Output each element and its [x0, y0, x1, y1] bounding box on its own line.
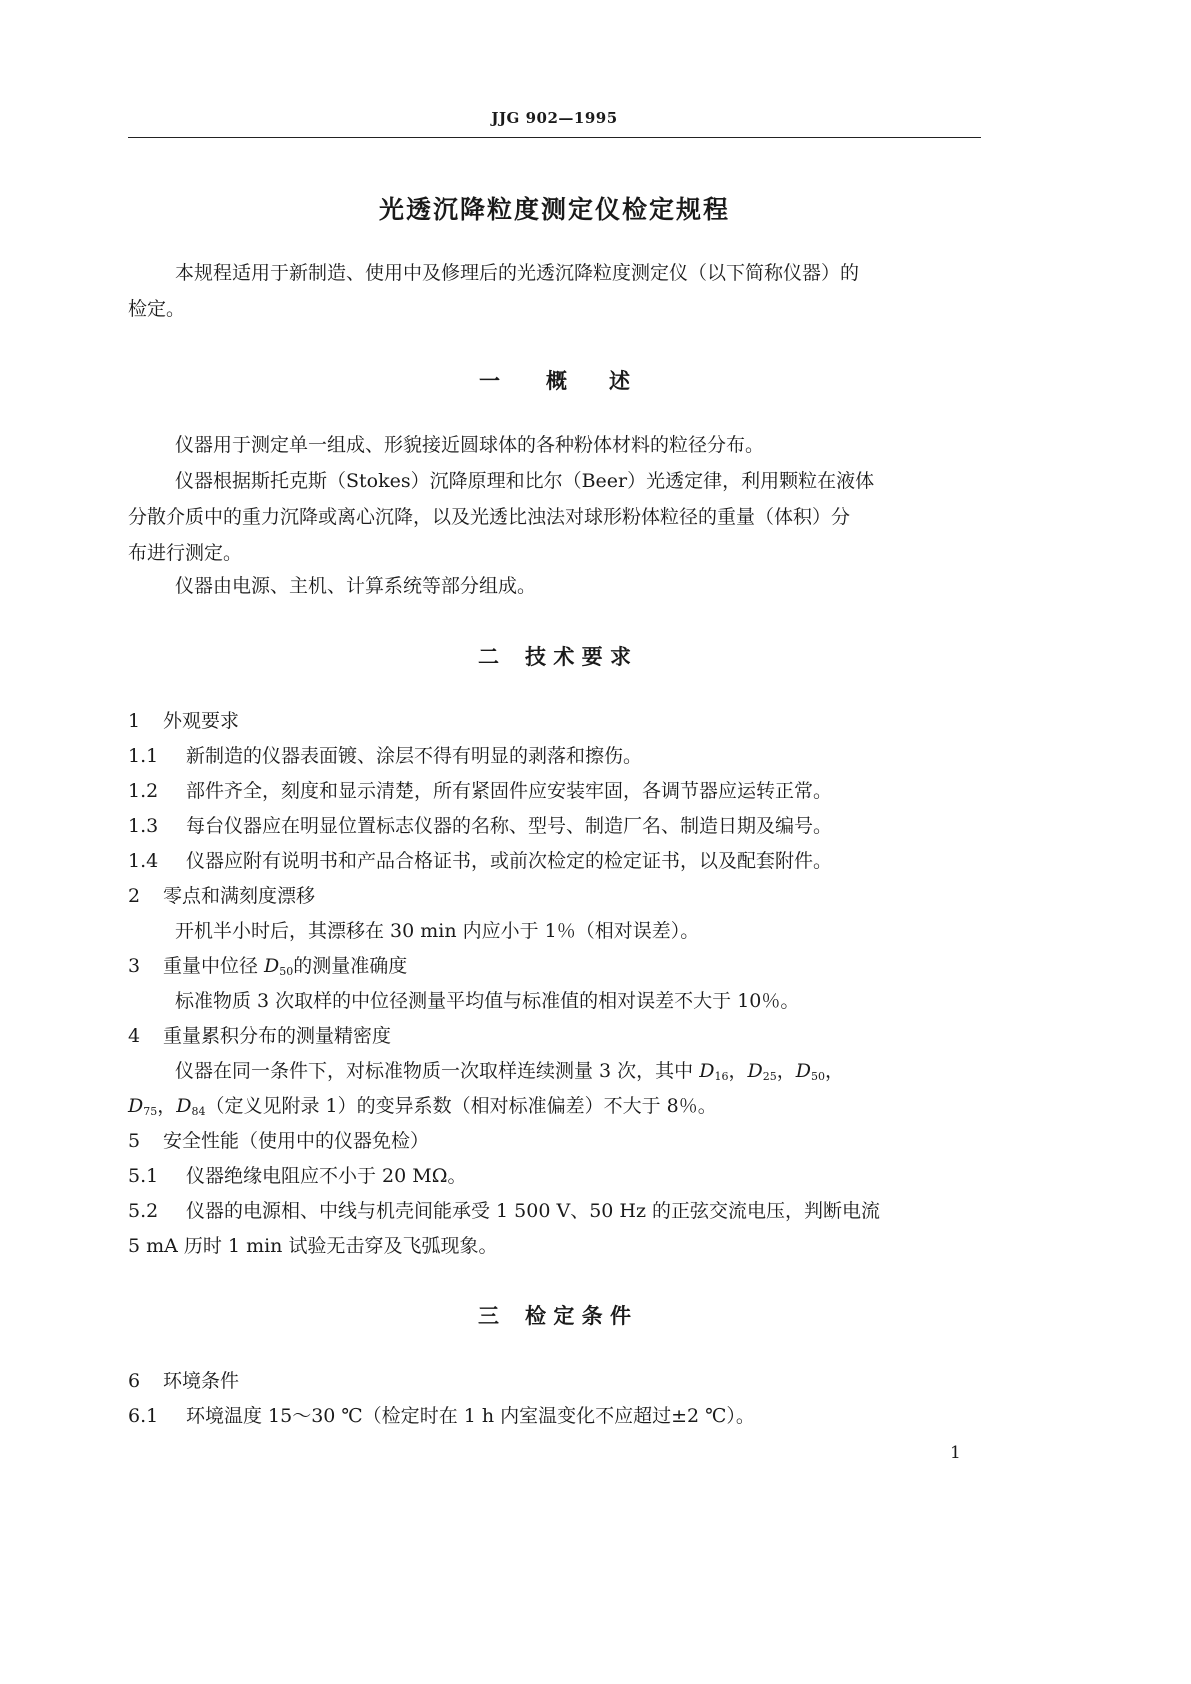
section-3-heading [128, 1300, 981, 1330]
section-3-number: 三 [478, 1304, 500, 1328]
section-3-title: 检 定 条 件 [525, 1304, 631, 1328]
section-2-title: 技 术 要 求 [525, 645, 631, 669]
item-1-4: 1.4 仪器应附有说明书和产品合格证书，或前次检定的检定证书，以及配套附件。 [128, 850, 833, 872]
intro-line-2: 检定。 [128, 298, 186, 320]
item-1-2: 1.2 部件齐全，刻度和显示清楚，所有紧固件应安装牢固，各调节器应运转正常。 [128, 780, 833, 802]
item-3-body: 标准物质 3 次取样的中位径测量平均值与标准值的相对误差不大于 10％。 [175, 990, 800, 1012]
item-4-body-line-2: $D_{75}$，$D_{84}$（定义见附录 1）的变异系数（相对标准偏差）不大于 8％。 [128, 1095, 717, 1118]
item-6-1: 6.1 环境温度 15～30 ℃（检定时在 1 h 内室温变化不应超过±2 ℃）。 [128, 1405, 755, 1427]
item-4-body-line-1: 仪器在同一条件下，对标准物质一次取样连续测量 3 次，其中 $D_{16}$，$D_{25}$，$D_{50}$， [175, 1060, 844, 1083]
item-3: 3 重量中位径 $D_{50}$的测量准确度 [128, 955, 408, 978]
item-6: 6 环境条件 [128, 1370, 240, 1392]
section-1-title: 概 述 [546, 369, 630, 393]
sec1-para-2-line-3: 布进行测定。 [128, 542, 243, 564]
item-5-1: 5.1 仪器绝缘电阻应不小于 20 MΩ。 [128, 1165, 467, 1187]
sec1-para-2-line-2: 分散介质中的重力沉降或离心沉降，以及光透比浊法对球形粉体粒径的重量（体积）分 [128, 506, 851, 528]
document-title: 光透沉降粒度测定仪检定规程 [378, 195, 730, 224]
sec1-para-1: 仪器用于测定单一组成、形貌接近圆球体的各种粉体材料的粒径分布。 [175, 434, 765, 456]
item-1: 1 外观要求 [128, 710, 240, 732]
intro-line-1: 本规程适用于新制造、使用中及修理后的光透沉降粒度测定仪（以下简称仪器）的 [175, 262, 860, 284]
item-5: 5 安全性能（使用中的仪器免检） [128, 1130, 430, 1152]
section-2-heading [128, 641, 981, 671]
section-2-number: 二 [478, 645, 500, 669]
standard-code-header: JJG 902—1995 [491, 109, 618, 127]
item-1-3: 1.3 每台仪器应在明显位置标志仪器的名称、型号、制造厂名、制造日期及编号。 [128, 815, 833, 837]
item-2-body: 开机半小时后，其漂移在 30 min 内应小于 1％（相对误差）。 [175, 920, 700, 942]
item-2: 2 零点和满刻度漂移 [128, 885, 316, 907]
header-rule [128, 137, 981, 138]
sec1-para-3: 仪器由电源、主机、计算系统等部分组成。 [175, 575, 537, 597]
page-number: 1 [950, 1443, 961, 1463]
item-5-2: 5.2 仪器的电源相、中线与机壳间能承受 1 500 V、50 Hz 的正弦交流电压，判断电流 [128, 1200, 881, 1222]
sec1-para-2-line-1: 仪器根据斯托克斯（Stokes）沉降原理和比尔（Beer）光透定律，利用颗粒在液体 [175, 470, 875, 492]
item-5-2-line-2: 5 mA 历时 1 min 试验无击穿及飞弧现象。 [128, 1235, 498, 1257]
item-1-1: 1.1 新制造的仪器表面镀、涂层不得有明显的剥落和擦伤。 [128, 745, 643, 767]
section-1-heading [128, 365, 981, 395]
item-4: 4 重量累积分布的测量精密度 [128, 1025, 392, 1047]
section-1-number: 一 [479, 369, 500, 393]
